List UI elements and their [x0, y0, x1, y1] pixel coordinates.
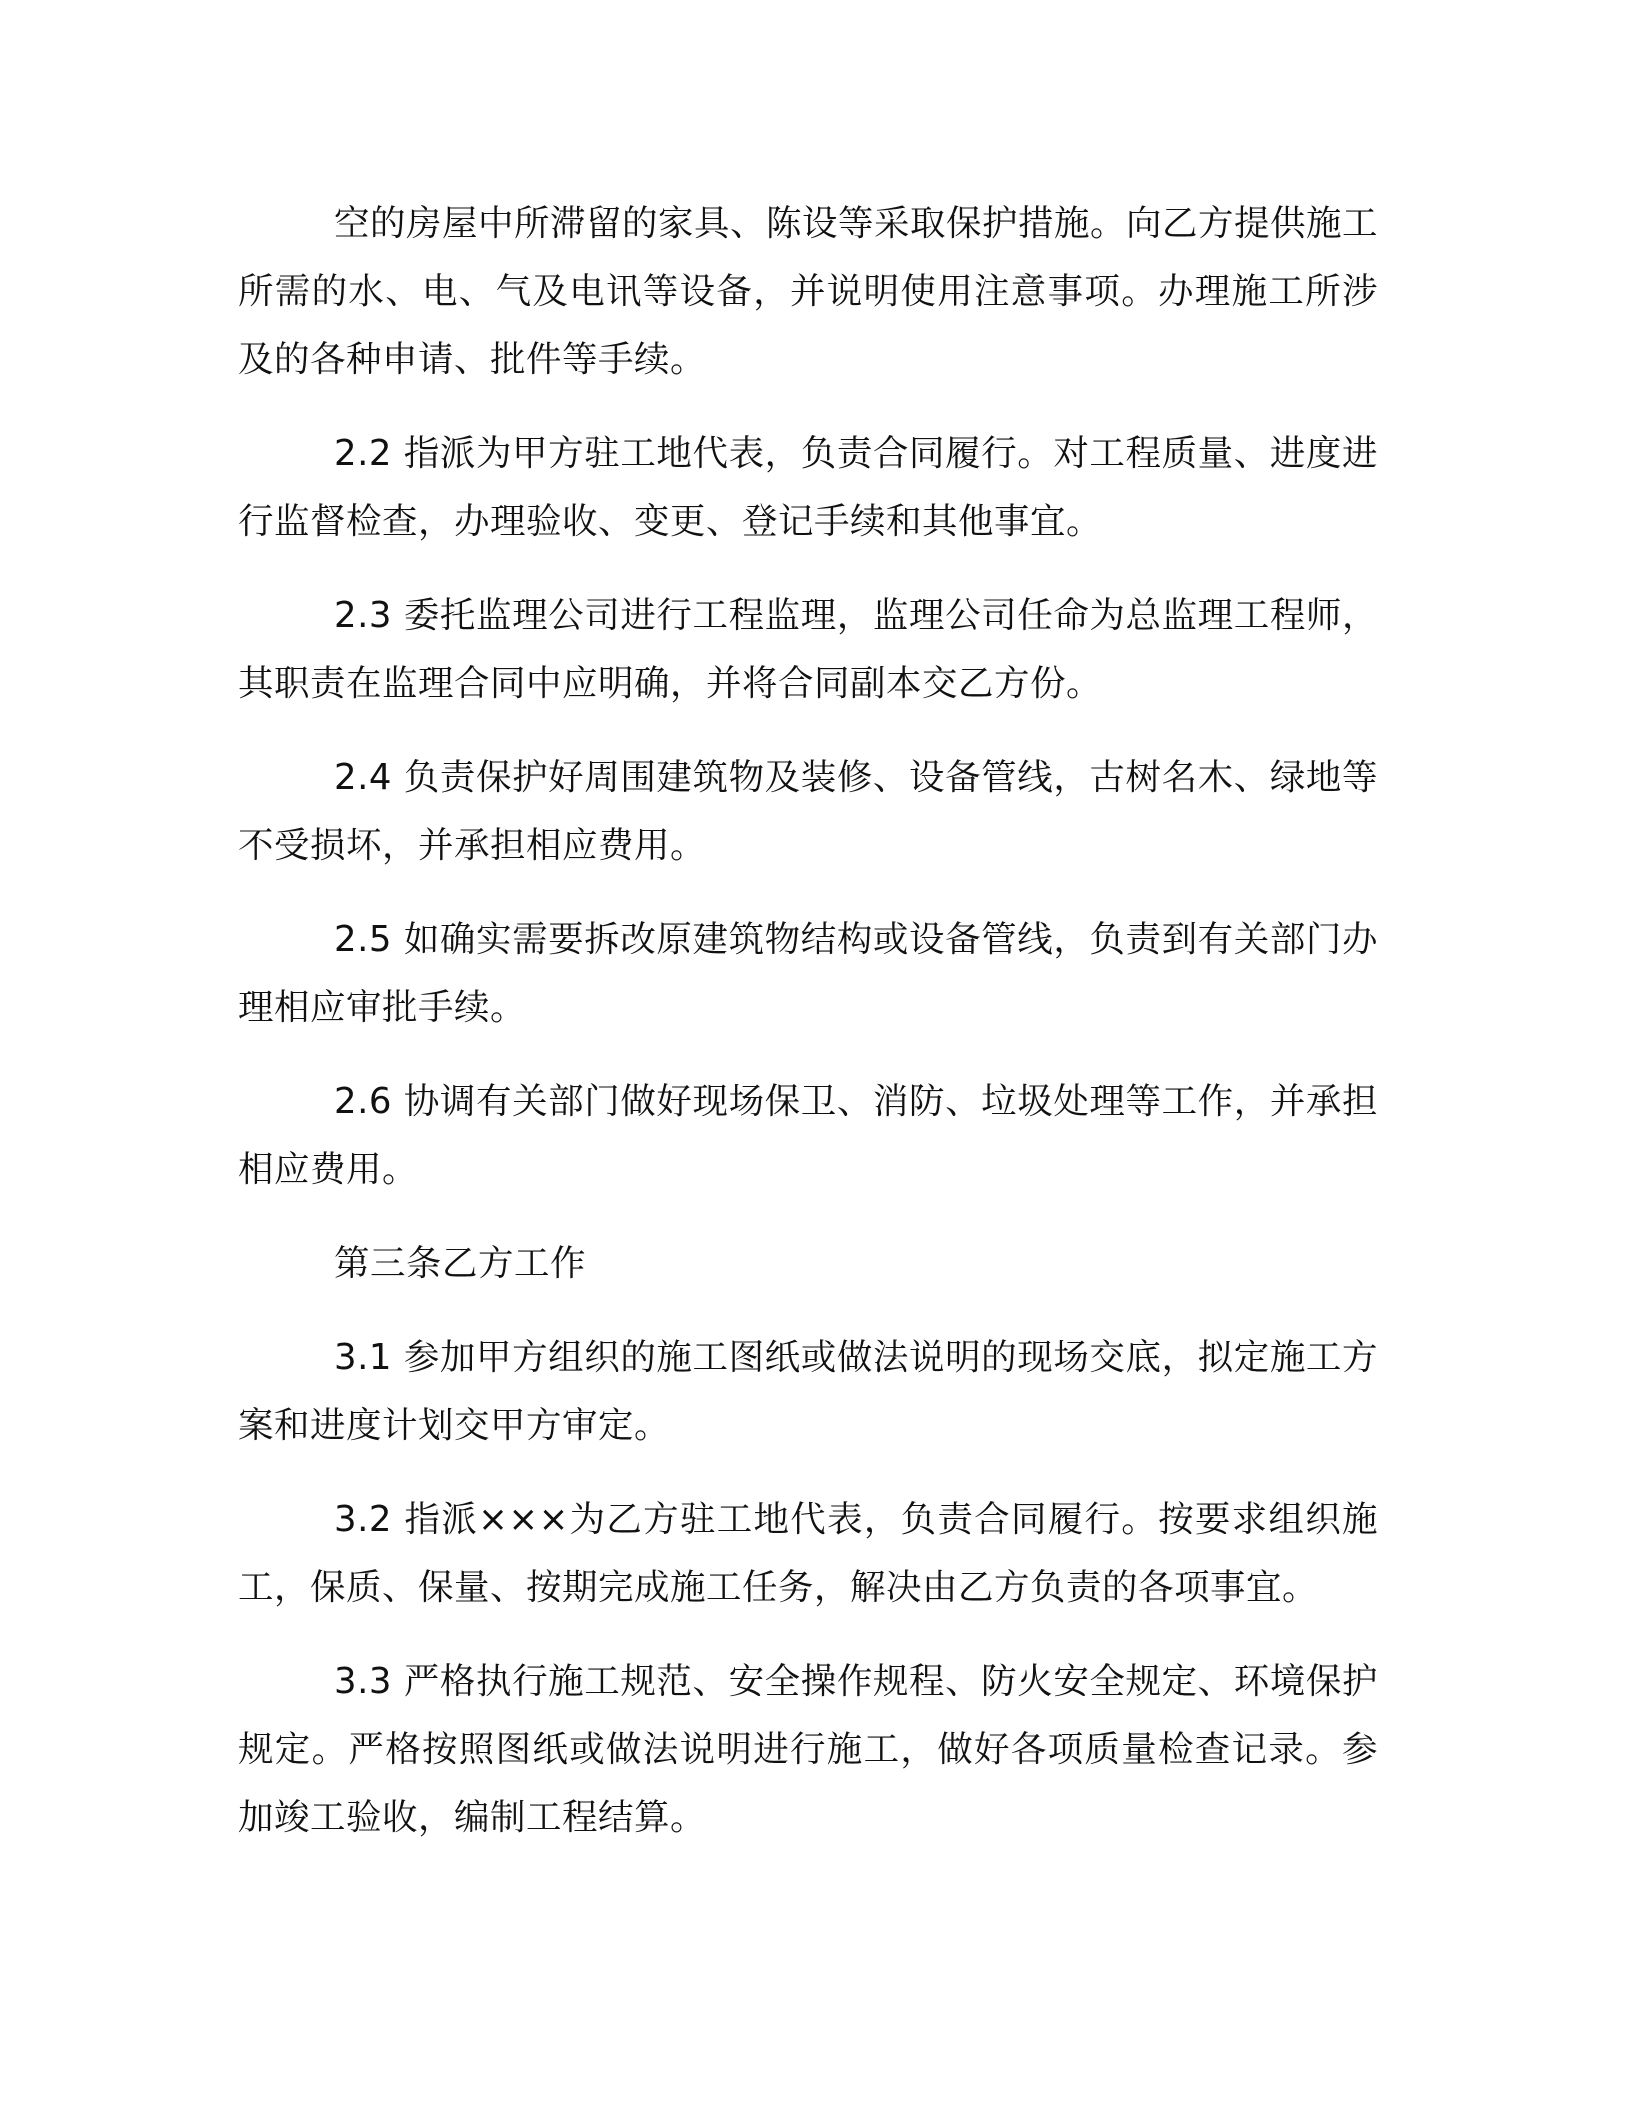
paragraph-2-2: 2.2 指派为甲方驻工地代表，负责合同履行。对工程质量、进度进行监督检查，办理验收、变更、登记手续和其他事宜。 — [238, 433, 1378, 542]
section-heading-article-3: 第三条乙方工作 — [334, 1243, 587, 1284]
paragraph-2-4: 2.4 负责保护好周围建筑物及装修、设备管线，古树名木、绿地等不受损坏，并承担相应费用。 — [238, 757, 1378, 866]
paragraph-continuation: 空的房屋中所滞留的家具、陈设等采取保护措施。向乙方提供施工所需的水、电、气及电讯等设备，并说明使用注意事项。办理施工所涉及的各种申请、批件等手续。 — [238, 203, 1379, 380]
paragraph-2-6: 2.6 协调有关部门做好现场保卫、消防、垃圾处理等工作，并承担相应费用。 — [238, 1081, 1378, 1190]
paragraph-3-3: 3.3 严格执行施工规范、安全操作规程、防火安全规定、环境保护规定。严格按照图纸或做法说明进行施工，做好各项质量检查记录。参加竣工验收，编制工程结算。 — [238, 1661, 1378, 1838]
paragraph-3-2: 3.2 指派×××为乙方驻工地代表，负责合同履行。按要求组织施工，保质、保量、按期完成施工任务，解决由乙方负责的各项事宜。 — [238, 1499, 1378, 1608]
paragraph-2-3: 2.3 委托监理公司进行工程监理，监理公司任命为总监理工程师，其职责在监理合同中应明确，并将合同副本交乙方份。 — [238, 595, 1378, 704]
paragraph-3-1: 3.1 参加甲方组织的施工图纸或做法说明的现场交底，拟定施工方案和进度计划交甲方审定。 — [238, 1337, 1378, 1446]
document-page — [238, 190, 1378, 1852]
paragraph-2-5: 2.5 如确实需要拆改原建筑物结构或设备管线，负责到有关部门办理相应审批手续。 — [238, 919, 1378, 1028]
